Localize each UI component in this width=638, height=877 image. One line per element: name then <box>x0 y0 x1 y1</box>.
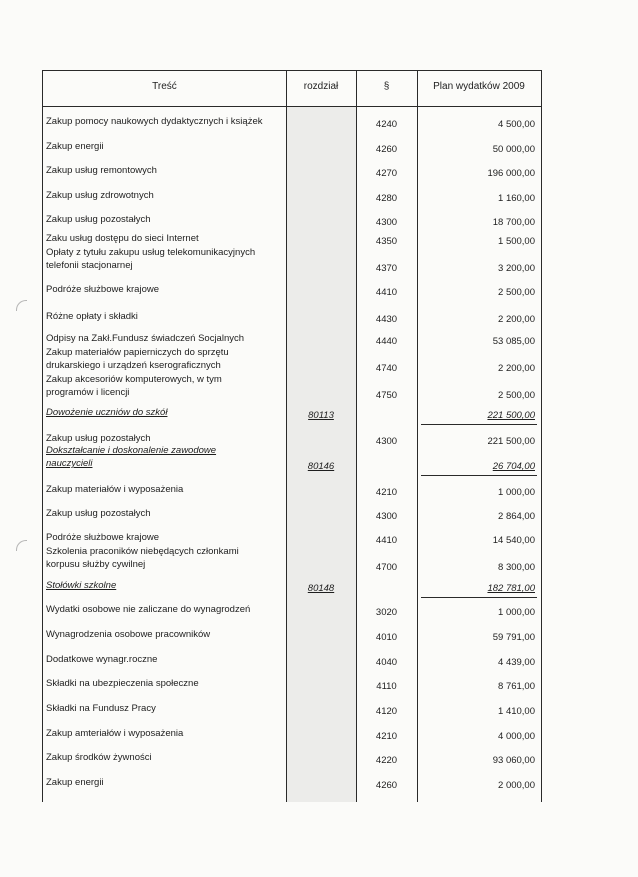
row-tresc: Dowożenie uczniów do szkół <box>46 407 168 418</box>
row-kwota: 2 000,00 <box>498 780 535 791</box>
row-tresc: Podróże służbowe krajowe <box>46 532 160 543</box>
row-paragraf: 4220 <box>375 755 398 766</box>
row-tresc: Składki na ubezpieczenia społeczne <box>46 678 199 689</box>
row-paragraf: 4370 <box>375 263 398 274</box>
row-tresc: Zakup pomocy naukowych dydaktycznych i książek <box>46 116 263 127</box>
row-kwota: 1 160,00 <box>498 193 535 204</box>
row-kwota: 8 300,00 <box>498 562 535 573</box>
row-tresc: Zakup środków żywności <box>46 752 152 763</box>
row-kwota: 18 700,00 <box>492 217 535 228</box>
row-kwota: 1 500,00 <box>498 236 535 247</box>
row-tresc: Zakup akcesoriów komputerowych, w tym <box>46 374 222 385</box>
row-kwota: 2 200,00 <box>498 314 535 325</box>
row-tresc: Zakup materiałów papierniczych do sprzętu <box>46 347 229 358</box>
section-total-underline <box>421 475 537 476</box>
row-paragraf: 4740 <box>375 363 398 374</box>
header-plan: Plan wydatków 2009 <box>433 81 525 92</box>
row-kwota: 50 000,00 <box>492 144 535 155</box>
row-tresc: Wydatki osobowe nie zaliczane do wynagrodzeń <box>46 604 251 615</box>
row-paragraf: 4040 <box>375 657 398 668</box>
row-paragraf: 4410 <box>375 535 398 546</box>
row-kwota: 14 540,00 <box>492 535 535 546</box>
row-paragraf: 4260 <box>375 780 398 791</box>
row-paragraf: 4440 <box>375 336 398 347</box>
column-divider <box>286 71 287 802</box>
row-tresc: Podróże służbowe krajowe <box>46 284 160 295</box>
row-kwota: 182 781,00 <box>487 583 535 594</box>
row-tresc: Zakup materiałów i wyposażenia <box>46 484 184 495</box>
row-tresc: Dodatkowe wynagr.roczne <box>46 654 158 665</box>
row-paragraf: 4210 <box>375 487 398 498</box>
row-paragraf: 4700 <box>375 562 398 573</box>
row-kwota: 2 500,00 <box>498 287 535 298</box>
row-kwota: 2 500,00 <box>498 390 535 401</box>
row-paragraf: 4430 <box>375 314 398 325</box>
row-rozdzial: 80146 <box>307 461 335 472</box>
row-tresc: Zakup energii <box>46 141 104 152</box>
row-tresc: korpusu służby cywilnej <box>46 559 146 570</box>
row-tresc: Zakup usług remontowych <box>46 165 157 176</box>
row-tresc: nauczycieli <box>46 458 93 469</box>
row-tresc: programów i licencji <box>46 387 130 398</box>
row-kwota: 2 200,00 <box>498 363 535 374</box>
row-tresc: Zakup usług zdrowotnych <box>46 190 154 201</box>
row-paragraf: 3020 <box>375 607 398 618</box>
row-tresc: Opłaty z tytułu zakupu usług telekomunikacyjnych <box>46 247 256 258</box>
row-tresc: Dokształcanie i doskonalenie zawodowe <box>46 445 217 456</box>
row-paragraf: 4120 <box>375 706 398 717</box>
row-tresc: Zaku usług dostępu do sieci Internet <box>46 233 199 244</box>
row-kwota: 1 000,00 <box>498 487 535 498</box>
row-tresc: Zakup usług pozostałych <box>46 433 151 444</box>
row-paragraf: 4010 <box>375 632 398 643</box>
row-tresc: Zakup usług pozostałych <box>46 214 151 225</box>
row-paragraf: 4110 <box>376 681 397 692</box>
scan-margin-mark <box>16 300 27 311</box>
scan-margin-mark <box>16 540 27 551</box>
row-kwota: 196 000,00 <box>487 168 535 179</box>
budget-table <box>42 70 542 802</box>
row-tresc: Szkolenia praconików niebędących członkami <box>46 546 239 557</box>
header-rozdzial: rozdział <box>303 81 339 92</box>
row-paragraf: 4300 <box>375 217 398 228</box>
row-kwota: 4 000,00 <box>498 731 535 742</box>
row-paragraf: 4240 <box>375 119 398 130</box>
row-tresc: Odpisy na Zakł.Fundusz świadczeń Socjalnych <box>46 333 245 344</box>
row-tresc: Różne opłaty i składki <box>46 311 138 322</box>
row-tresc: drukarskiego i urządzeń kserograficznych <box>46 360 221 371</box>
row-kwota: 3 200,00 <box>498 263 535 274</box>
row-rozdzial: 80113 <box>308 410 334 421</box>
row-kwota: 1 410,00 <box>498 706 535 717</box>
row-kwota: 2 864,00 <box>498 511 535 522</box>
row-paragraf: 4410 <box>375 287 398 298</box>
row-paragraf: 4350 <box>375 236 398 247</box>
row-paragraf: 4300 <box>375 511 398 522</box>
header-divider <box>43 106 541 107</box>
row-kwota: 93 060,00 <box>492 755 535 766</box>
row-kwota: 1 000,00 <box>498 607 535 618</box>
row-paragraf: 4300 <box>375 436 398 447</box>
row-paragraf: 4270 <box>375 168 398 179</box>
row-tresc: Stołówki szkolne <box>46 580 117 591</box>
row-kwota: 4 439,00 <box>498 657 535 668</box>
row-kwota: 221 500,00 <box>487 436 535 447</box>
row-paragraf: 4750 <box>375 390 398 401</box>
row-paragraf: 4210 <box>375 731 398 742</box>
header-tresc: Treść <box>152 81 177 92</box>
row-paragraf: 4280 <box>375 193 398 204</box>
row-tresc: Zakup usług pozostałych <box>46 508 151 519</box>
row-kwota: 26 704,00 <box>492 461 535 472</box>
rozdzial-column-shade <box>286 107 356 802</box>
row-tresc: Wynagrodzenia osobowe pracowników <box>46 629 211 640</box>
section-total-underline <box>421 424 537 425</box>
row-kwota: 59 791,00 <box>492 632 535 643</box>
row-tresc: Zakup amteriałów i wyposażenia <box>46 728 184 739</box>
row-tresc: telefonii stacjonarnej <box>46 260 133 271</box>
row-tresc: Zakup energii <box>46 777 104 788</box>
header-paragraf: § <box>383 81 390 92</box>
row-kwota: 53 085,00 <box>492 336 535 347</box>
row-rozdzial: 80148 <box>307 583 335 594</box>
row-kwota: 221 500,00 <box>487 410 535 421</box>
section-total-underline <box>421 597 537 598</box>
row-kwota: 8 761,00 <box>498 681 535 692</box>
row-kwota: 4 500,00 <box>498 119 535 130</box>
row-paragraf: 4260 <box>375 144 398 155</box>
row-tresc: Składki na Fundusz Pracy <box>46 703 156 714</box>
